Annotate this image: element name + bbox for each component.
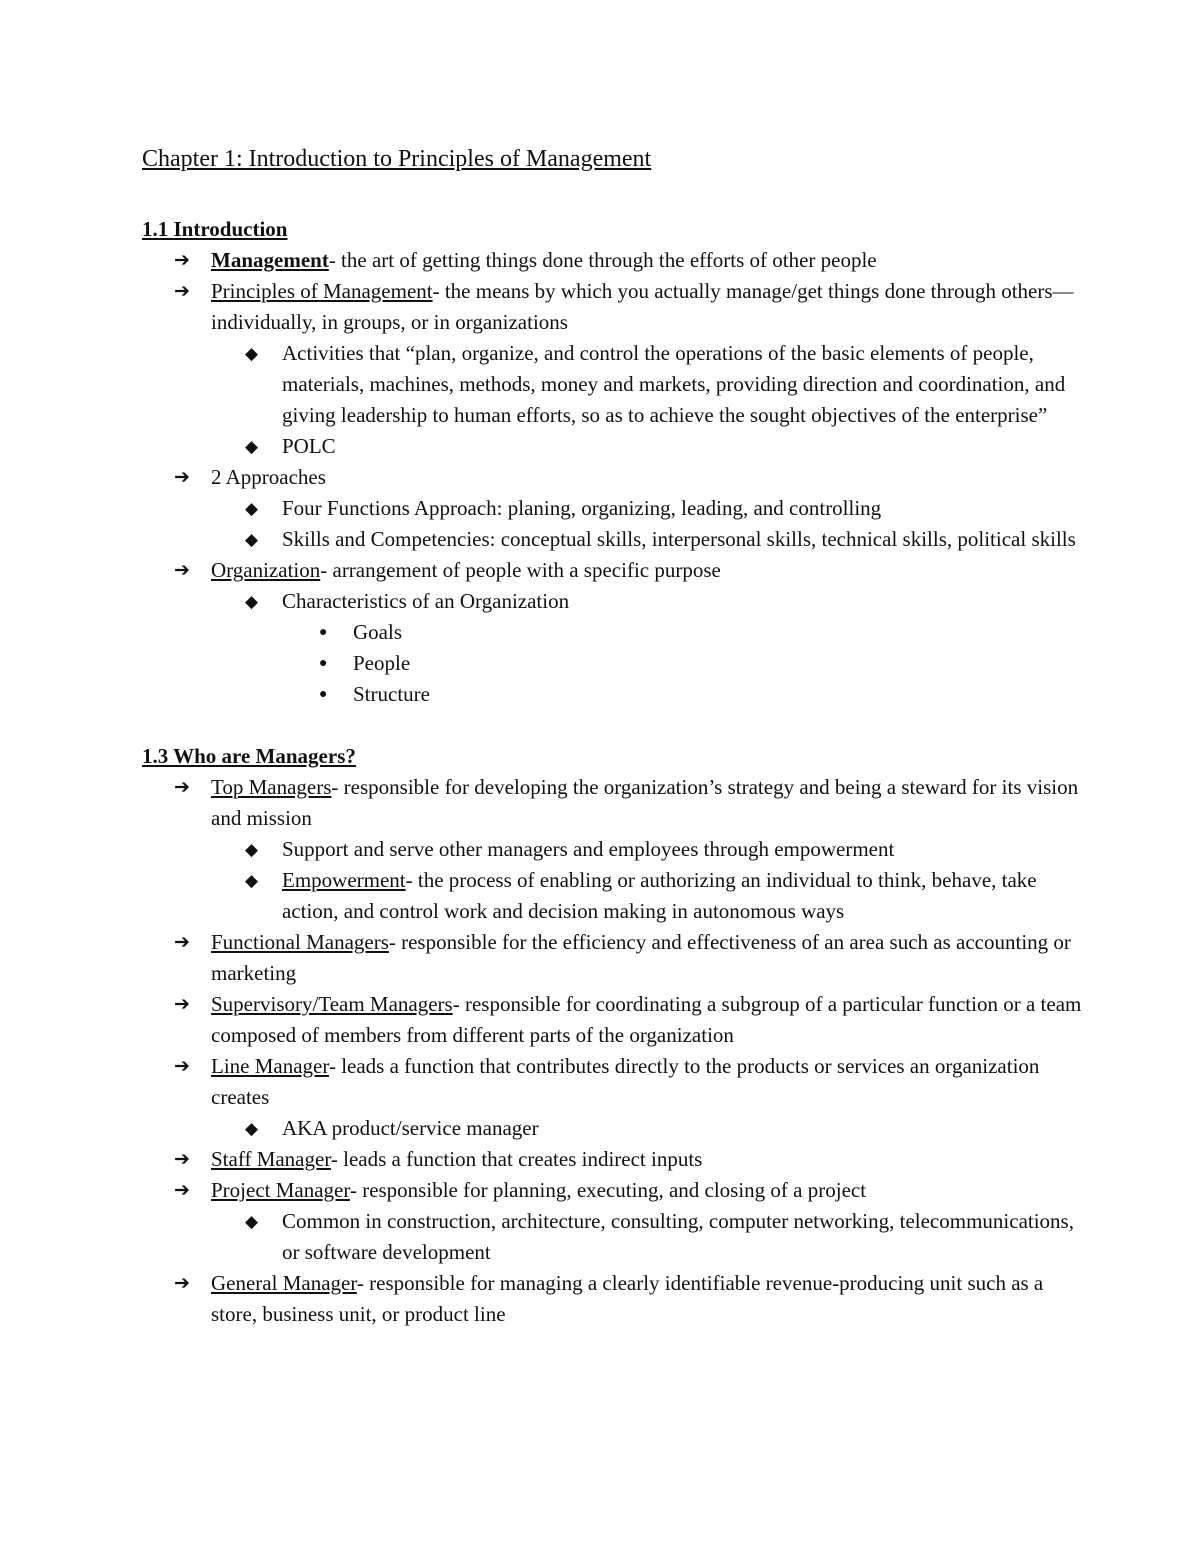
arrow-bullet-icon: ➔ bbox=[174, 1149, 190, 1170]
dot-bullet-icon: ● bbox=[319, 687, 328, 702]
list-item-people: ● People bbox=[142, 648, 1082, 679]
section-heading-who-are-managers: 1.3 Who are Managers? bbox=[142, 744, 356, 768]
list-item-supervisory-managers: ➔ Supervisory/Team Managers- responsible for coordinating a subgroup of a particular function or a team composed of members from different parts of the organization bbox=[142, 989, 1082, 1051]
list-item-four-functions: ◆ Four Functions Approach: planing, organizing, leading, and controlling bbox=[142, 493, 1082, 524]
list-item-polc: ◆ POLC bbox=[142, 431, 1082, 462]
term-functional-managers: Functional Managers bbox=[211, 930, 389, 954]
diamond-bullet-icon: ◆ bbox=[245, 530, 259, 549]
arrow-bullet-icon: ➔ bbox=[174, 250, 190, 271]
arrow-bullet-icon: ➔ bbox=[174, 994, 190, 1015]
diamond-bullet-icon: ◆ bbox=[245, 437, 259, 456]
arrow-bullet-icon: ➔ bbox=[174, 560, 190, 581]
term-management: Management bbox=[211, 248, 329, 272]
list-item-common-in: ◆ Common in construction, architecture, consulting, computer networking, telecommunications, or software development bbox=[142, 1206, 1082, 1268]
document-page bbox=[142, 142, 1082, 1330]
dot-bullet-icon: ● bbox=[319, 625, 328, 640]
list-item-functional-managers: ➔ Functional Managers- responsible for the efficiency and effectiveness of an area such as accounting or marketing bbox=[142, 927, 1082, 989]
term-organization: Organization bbox=[211, 558, 321, 582]
diamond-bullet-icon: ◆ bbox=[245, 592, 259, 611]
list-item-organization: ➔ Organization- arrangement of people with a specific purpose bbox=[142, 555, 1082, 586]
diamond-bullet-icon: ◆ bbox=[245, 1119, 259, 1138]
list-item-line-manager: ➔ Line Manager- leads a function that contributes directly to the products or services an organization creates bbox=[142, 1051, 1082, 1113]
diamond-bullet-icon: ◆ bbox=[245, 840, 259, 859]
term-project-manager: Project Manager bbox=[211, 1178, 350, 1202]
diamond-bullet-icon: ◆ bbox=[245, 344, 259, 363]
list-item-activities: ◆ Activities that “plan, organize, and control the operations of the basic elements of people, materials, machines, methods, money and markets, providing direction and coordination, and giving leadership to human efforts, so as to achieve the sought objectives of the enterprise” bbox=[142, 338, 1082, 431]
term-supervisory-managers: Supervisory/Team Managers bbox=[211, 992, 453, 1016]
diamond-bullet-icon: ◆ bbox=[245, 499, 259, 518]
term-principles-of-management: Principles of Management bbox=[211, 279, 433, 303]
list-item-top-managers: ➔ Top Managers- responsible for developing the organization’s strategy and being a steward for its vision and mission bbox=[142, 772, 1082, 834]
list-item-approaches: ➔ 2 Approaches bbox=[142, 462, 1082, 493]
list-item-staff-manager: ➔ Staff Manager- leads a function that creates indirect inputs bbox=[142, 1144, 1082, 1175]
diamond-bullet-icon: ◆ bbox=[245, 1212, 259, 1231]
definition-management: - the art of getting things done through the efforts of other people bbox=[328, 248, 877, 272]
list-item-aka: ◆ AKA product/service manager bbox=[142, 1113, 1082, 1144]
term-empowerment: Empowerment bbox=[282, 868, 406, 892]
dot-bullet-icon: ● bbox=[319, 656, 328, 671]
arrow-bullet-icon: ➔ bbox=[174, 281, 190, 302]
definition-principles: - the means by which you actually manage/get things done through others—individually, in groups, or in organizations bbox=[211, 279, 1074, 334]
list-item-project-manager: ➔ Project Manager- responsible for planning, executing, and closing of a project bbox=[142, 1175, 1082, 1206]
arrow-bullet-icon: ➔ bbox=[174, 1056, 190, 1077]
arrow-bullet-icon: ➔ bbox=[174, 1273, 190, 1294]
list-item-characteristics: ◆ Characteristics of an Organization bbox=[142, 586, 1082, 617]
section-heading-introduction: 1.1 Introduction bbox=[142, 217, 288, 241]
term-staff-manager: Staff Manager bbox=[211, 1147, 331, 1171]
list-item-empowerment: ◆ Empowerment- the process of enabling or authorizing an individual to think, behave, take action, and control work and decision making in autonomous ways bbox=[142, 865, 1082, 927]
term-general-manager: General Manager bbox=[211, 1271, 357, 1295]
term-top-managers: Top Managers bbox=[211, 775, 332, 799]
arrow-bullet-icon: ➔ bbox=[174, 467, 190, 488]
list-item-structure: ● Structure bbox=[142, 679, 1082, 710]
arrow-bullet-icon: ➔ bbox=[174, 932, 190, 953]
list-item-principles bbox=[142, 276, 1082, 338]
arrow-bullet-icon: ➔ bbox=[174, 777, 190, 798]
list-item-general-manager: ➔ General Manager- responsible for managing a clearly identifiable revenue-producing unit such as a store, business unit, or product line bbox=[142, 1268, 1082, 1330]
diamond-bullet-icon: ◆ bbox=[245, 871, 259, 890]
term-line-manager: Line Manager bbox=[211, 1054, 329, 1078]
list-item-goals: ● Goals bbox=[142, 617, 1082, 648]
arrow-bullet-icon: ➔ bbox=[174, 1180, 190, 1201]
list-item-management bbox=[142, 245, 1082, 276]
page-title: Chapter 1: Introduction to Principles of Management bbox=[142, 146, 652, 172]
list-item-skills: ◆ Skills and Competencies: conceptual skills, interpersonal skills, technical skills, political skills bbox=[142, 524, 1082, 555]
list-item-support-serve: ◆ Support and serve other managers and employees through empowerment bbox=[142, 834, 1082, 865]
